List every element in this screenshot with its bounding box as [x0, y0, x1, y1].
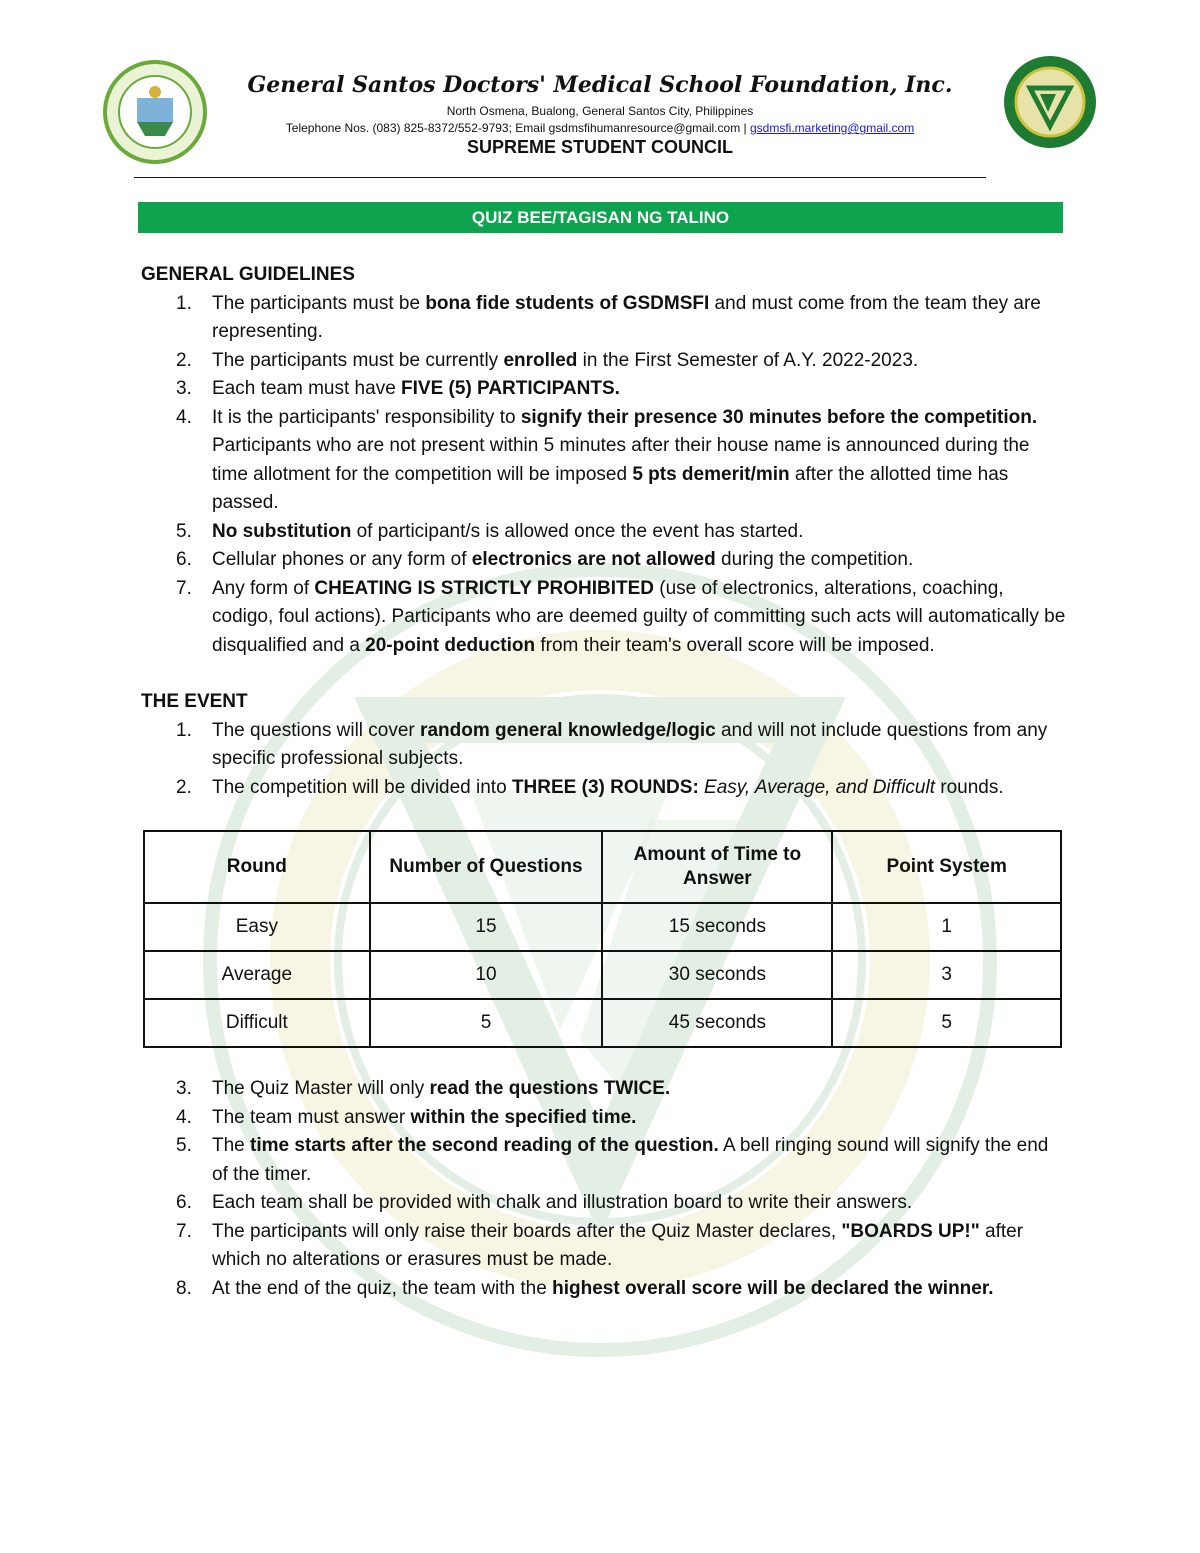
event-heading: THE EVENT [141, 691, 248, 712]
marketing-email-link[interactable]: gsdmsfi.marketing@gmail.com [749, 121, 915, 135]
list-item: 6. Cellular phones or any form of electronics are not allowed during the competition. [176, 549, 914, 570]
contact-text: Telephone Nos. (083) 825-8372/552-9793; Email gsdmsfihumanresource@gmail.com | [285, 121, 750, 135]
header-round: Round [144, 831, 370, 903]
document-body [141, 261, 1066, 1303]
list-item: 4. It is the participants' responsibility to signify their presence 30 minutes before the competition. Participants who are not present within 5 minutes after their house name is announced during the time allotment for the competition will be imposed 5 pts demerit/min after the allotted time has passed. [176, 406, 1038, 513]
list-item: 2. The participants must be currently enrolled in the First Semester of A.Y. 2022-2023. [176, 349, 919, 371]
event-list-part-1 [141, 717, 1066, 803]
header-point-system: Point System [832, 831, 1061, 903]
guidelines-list [141, 290, 1066, 661]
list-item: 3. The Quiz Master will only read the questions TWICE. [176, 1078, 671, 1099]
table-row: Easy 15 15 seconds 1 [144, 903, 1061, 951]
table-row: Difficult 5 45 seconds 5 [144, 999, 1061, 1047]
list-item: 6. Each team shall be provided with chalk and illustration board to write their answers. [176, 1192, 913, 1213]
list-item: 5. The time starts after the second reading of the question. A bell ringing sound will signify the end of the timer. [176, 1135, 1049, 1185]
header-divider [134, 177, 986, 178]
event-title-banner: QUIZ BEE/TAGISAN NG TALINO [138, 202, 1063, 233]
student-council-logo [1002, 54, 1098, 150]
table-header-row [144, 831, 1061, 903]
list-item: 1. The participants must be bona fide students of GSDMSFI and must come from the team they are representing. [176, 292, 1041, 342]
table-row: Average 10 30 seconds 3 [144, 951, 1061, 999]
header-time-to-answer: Amount of Time to Answer [602, 831, 832, 903]
guidelines-heading: GENERAL GUIDELINES [141, 264, 355, 285]
rounds-table [143, 830, 1062, 1048]
organization-name: General Santos Doctors' Medical School Foundation, Inc. [247, 72, 953, 98]
list-item: 7. Any form of CHEATING IS STRICTLY PROHIBITED (use of electronics, alterations, coaching, codigo, foul actions). Participants who are deemed guilty of committing such acts will automatically be disqualified and a 20-point deduction from their team's overall score will be imposed. [176, 577, 1066, 656]
council-name: SUPREME STUDENT COUNCIL [466, 137, 733, 157]
list-item: 8. At the end of the quiz, the team with the highest overall score will be declared the winner. [176, 1277, 994, 1299]
organization-address: North Osmena, Bualong, General Santos City, Philippines [446, 104, 754, 118]
list-item: 2. The competition will be divided into THREE (3) ROUNDS: Easy, Average, and Difficult rounds. [176, 776, 1004, 798]
event-list-part-2 [141, 1075, 1066, 1303]
list-item: 3. Each team must have FIVE (5) PARTICIPANTS. [176, 378, 620, 399]
list-item: 1. The questions will cover random general knowledge/logic and will not include questions from any specific professional subjects. [176, 719, 1048, 769]
list-item: 4. The team must answer within the specified time. [176, 1106, 637, 1128]
header-number-of-questions: Number of Questions [370, 831, 603, 903]
contact-line [0, 121, 1200, 135]
list-item: 7. The participants will only raise their boards after the Quiz Master declares, "BOARDS UP!" after which no alterations or erasures must be made. [176, 1220, 1024, 1270]
list-item: 5. No substitution of participant/s is allowed once the event has started. [176, 520, 804, 542]
